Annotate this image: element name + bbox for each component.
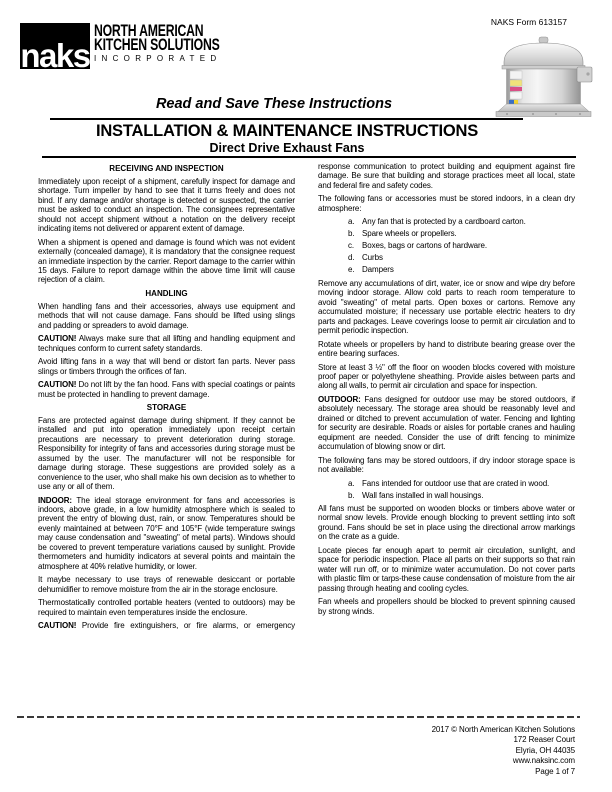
section-heading-handling: HANDLING [145, 288, 188, 298]
list-item-text: Dampers [362, 265, 394, 275]
indoor-storage-list [318, 217, 575, 275]
left-column [38, 162, 295, 634]
tagline: Read and Save These Instructions [155, 96, 393, 112]
fan-base-plate [496, 112, 591, 117]
section-heading-storage: STORAGE [146, 402, 187, 412]
list-item-label: b. [348, 229, 355, 239]
outdoor-label: OUTDOOR: [318, 394, 361, 404]
paragraph: Fan wheels and propellers should be blocked to prevent spinning caused by strong winds. [318, 597, 575, 616]
footer [432, 725, 575, 777]
paragraph: All fans must be supported on wooden blocks or timbers above water or normal snow levels. Provide enough blocking to prevent settling into soft ground. Fans should be set in place using the directional arrow markings on the crate as a guide. [318, 504, 575, 542]
paragraph: Locate pieces far enough apart to permit air circulation, sunlight, and space for periodic inspection. Place all parts on their supports so that rain water will run off, or to minimize water accumulation. Do not cover parts with plastic film or tarps-these cause condensation of moisture from the air passing through heating and cooling cycles. [318, 545, 575, 593]
paragraph-text: Always make sure that all lifting and handling equipment and techniques conform to current safety standards. [38, 334, 295, 353]
title-rule-top [50, 118, 523, 120]
paragraph-text: Do not lift by the fan hood. Fans with special coatings or paints must be protected in handling to prevent damage. [38, 380, 295, 399]
outdoor-storage-list [318, 479, 575, 501]
footer-page-number: Page 1 of 7 [535, 766, 575, 776]
logo-line-kitchen-solutions: KITCHEN SOLUTIONS [94, 35, 220, 54]
naks-logo [20, 23, 268, 69]
section-heading-receiving-and-inspection: RECEIVING AND INSPECTION [109, 164, 224, 173]
form-number: NAKS Form 613157 [490, 17, 567, 27]
footer-address-city: Elyria, OH 44035 [515, 745, 575, 755]
fan-conduit-fitting [586, 72, 589, 75]
caution-label: CAUTION! [38, 380, 77, 390]
list-item-text: Fans intended for outdoor use that are crated in wood. [362, 478, 550, 488]
paragraph: Avoid lifting fans in a way that will bend or distort fan parts. Never pass slings or timbers through the orifices of fan. [38, 357, 295, 376]
naks-logo-abbr: naks [20, 36, 90, 69]
list-item-label: e. [348, 265, 355, 275]
paragraph: Immediately upon receipt of a shipment, carefully inspect for damage and shortage. Turn impeller by hand to see that it turns freely and does not bind. If any damage and/or shortage is detected or suspected, the carrier must be asked to conduct an inspection. The consignees representative should not accept shipment without a notation on the delivery receipt indicating items not delivered or apparent extent of damage. [38, 176, 295, 234]
fan-warning-label [510, 80, 522, 86]
paragraph: It maybe necessary to use trays of renewable desiccant or portable dehumidifier to remove moisture from the air in the storage enclosure. [38, 575, 295, 594]
caution-paragraph [38, 334, 295, 353]
list-item-label: c. [348, 241, 355, 251]
list-item [318, 479, 575, 488]
caution-label: CAUTION! [38, 334, 77, 344]
paragraph: Thermostatically controlled portable heaters (vented to outdoors) may be required to maintain even temperatures inside the enclosure. [38, 598, 295, 617]
body-columns [38, 162, 575, 634]
list-item-label: a. [348, 478, 355, 488]
paragraph: Store at least 3 ½" off the floor on wooden blocks covered with moisture proof paper or polyethylene sheathing. Provide aisles between parts and along all walls, to permit air circulation and space for inspection. [318, 362, 575, 391]
naks-logo-mark [20, 23, 90, 69]
paragraph: Remove any accumulations of dirt, water, ice or snow and wipe dry before moving indoor storage. Allow cold parts to reach room temperature to avoid "sweating" of metal parts. Open boxes or cartons. Remove any accumulated moisture; if necessary use portable electric heaters to dry parts and packages. Leave coverings loose to permit air circulation and to permit periodic inspection. [318, 278, 575, 336]
list-item-label: a. [348, 217, 355, 227]
fan-top-cap [539, 37, 548, 43]
paragraph: The following fans or accessories must be stored indoors, in a clean dry atmosphere: [318, 194, 575, 213]
list-item [318, 265, 575, 274]
page-title: INSTALLATION & MAINTENANCE INSTRUCTIONS [95, 122, 479, 140]
paragraph: When a shipment is opened and damage is found which was not evident externally (concealed damage), it is mandatory that the consignee request an immediate inspection by the carrier. Report damage to the carrier within 15 days. Failure to report damage within the above time limit will cause rejection of a claim. [38, 237, 295, 285]
footer-divider [17, 716, 580, 718]
fan-pink-label [510, 87, 522, 91]
outdoor-paragraph [318, 395, 575, 452]
paragraph: Fans are protected against damage during shipment. If they cannot be installed and put into operation immediately upon receipt certain precautions are necessary to prevent deterioration during storage. Responsibility for integrity of fans and accessories during storage must be assumed by the user. The manufacturer will not be responsible for damage during storage. These suggestions are provided solely as a convenience to the user, who shall make his own decision as to whether to use any or all of them. [38, 415, 295, 492]
indoor-paragraph [38, 496, 295, 572]
fan-dome-lip [502, 66, 585, 70]
list-item-text: Spare wheels or propellers. [362, 229, 457, 239]
fan-junction-box [577, 67, 592, 82]
list-item [318, 241, 575, 250]
paragraph: Rotate wheels or propellers by hand to distribute bearing grease over the entire bearing surfaces. [318, 339, 575, 359]
logo-line-north-american: NORTH AMERICAN [94, 21, 204, 40]
fan-dome [504, 43, 583, 66]
fan-spec-label [510, 71, 522, 79]
paragraph: When handling fans and their accessories, always use equipment and methods that will not cause damage. Fans should be lifted using slings and padding or spreaders to avoid damage. [38, 301, 295, 330]
logo-line-incorporated: INCORPORATED [94, 54, 222, 63]
caution-label: CAUTION! [38, 620, 77, 630]
indoor-label: INDOOR: [38, 495, 72, 505]
list-item-label: d. [348, 253, 355, 263]
footer-address-street: 172 Reaser Court [513, 735, 575, 745]
list-item [318, 229, 575, 238]
paragraph-continuation: response communication to protect building and equipment against fire damage. Be sure that building and storage practices meet all local, state and federal fire and safety codes. [318, 162, 575, 190]
list-item [318, 253, 575, 262]
list-item [318, 491, 575, 500]
page-subtitle: Direct Drive Exhaust Fans [209, 141, 365, 155]
paragraph-text: Provide fire extinguishers, or fire alarms, or emergency [76, 620, 295, 630]
caution-paragraph-continued [38, 621, 295, 630]
list-item [318, 217, 575, 226]
paragraph: The following fans may be stored outdoors, if dry indoor storage space is not available: [318, 455, 575, 475]
list-item-text: Boxes, bags or cartons of hardware. [362, 241, 488, 251]
paragraph-text: Fans designed for outdoor use may be stored outdoors, if absolutely necessary. The storage area should be reasonably level and drained or ditched to prevent accumulation of water. Fencing and lighting for security are desirable. Roads or aisles for portable cranes and hauling equipment are needed. Consider the use of drift fencing to minimize accumulation of blowing snow or dirt. [318, 394, 575, 452]
list-item-text: Wall fans installed in wall housings. [362, 490, 484, 500]
list-item-text: Curbs [362, 253, 383, 263]
naks-logo-wordmark [94, 23, 268, 63]
footer-copyright: 2017 © North American Kitchen Solutions [431, 725, 575, 734]
right-column [318, 162, 575, 634]
title-rule-bottom [42, 156, 576, 158]
caution-paragraph [38, 380, 295, 399]
list-item-label: b. [348, 490, 355, 500]
list-item-text: Any fan that is protected by a cardboard carton. [362, 217, 526, 227]
footer-website: www.naksinc.com [512, 756, 575, 766]
paragraph-text: The ideal storage environment for fans and accessories is indoors, above grade, in a low humidity atmosphere which is sealed to prevent the entry of blowing dust, rain, or snow. Temperatures should be evenly maintained at between 70°F and 105°F (wide temperature swings may cause condensation and "sweating" of metal parts). Windows should be covered to prevent temperature variations caused by sunlight. Provide thermometers and humidity indicators at several points and maintain the atmosphere at 40% relative humidity, or lower. [38, 495, 295, 571]
